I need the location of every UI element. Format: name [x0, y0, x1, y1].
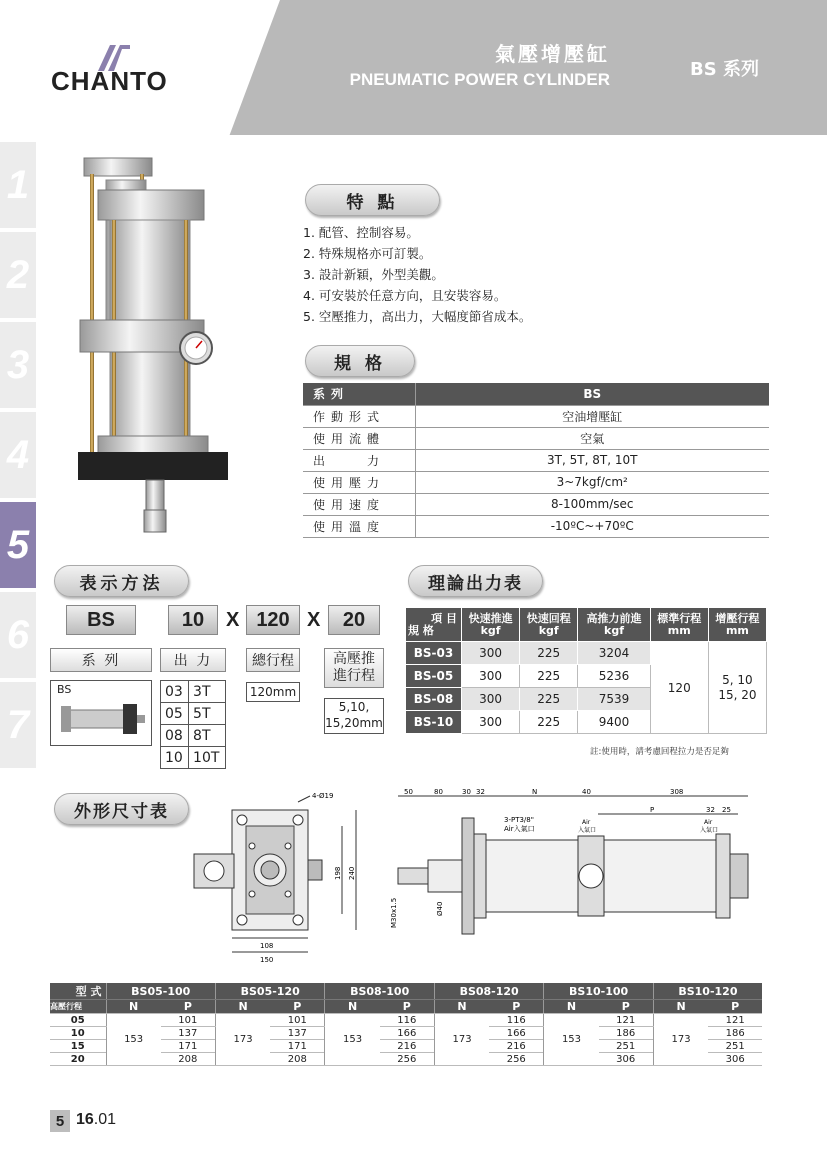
- force-table-heading: 理論出力表: [408, 565, 543, 597]
- p-value: 306: [599, 1053, 654, 1066]
- air-label-b2: 入氣口: [700, 827, 719, 834]
- force-table: [405, 607, 767, 734]
- p-header: P: [489, 1000, 544, 1014]
- air-label-a2: 入氣口: [578, 827, 597, 834]
- p-value: 101: [270, 1014, 325, 1027]
- model-header: BS05-100: [106, 983, 215, 1000]
- feature-item: 3. 設計新穎，外型美觀。: [303, 267, 444, 282]
- p-header: P: [599, 1000, 654, 1014]
- label-high-stroke: 高壓推 進行程: [324, 648, 384, 688]
- dim-25: 25: [722, 806, 731, 814]
- force-value: 3T: [189, 681, 226, 703]
- model-header: BS10-120: [653, 983, 762, 1000]
- p-value: 101: [161, 1014, 216, 1027]
- stroke-row-label: 15: [50, 1040, 106, 1053]
- p-value: 121: [708, 1014, 762, 1027]
- company-logo-text: CHANTO: [51, 66, 168, 96]
- model-cell: BS-08: [406, 688, 462, 711]
- spec-key: 使用壓力: [303, 471, 415, 493]
- p-value: 208: [270, 1053, 325, 1066]
- spec-key: 使用溫度: [303, 515, 415, 537]
- code-stroke: 120: [246, 605, 300, 635]
- air-label-b: Air: [704, 819, 713, 826]
- p-header: P: [161, 1000, 216, 1014]
- feature-item: 4. 可安裝於任意方向，且安裝容易。: [303, 288, 507, 303]
- col-fast-return: 快速回程 kgf: [520, 608, 578, 642]
- spec-table: [303, 383, 769, 538]
- model-cell: BS-03: [406, 642, 462, 665]
- n-value: 173: [434, 1014, 489, 1066]
- code-series: BS: [66, 605, 136, 635]
- spec-key: 出 力: [303, 449, 415, 471]
- spec-heading: 規 格: [305, 345, 415, 377]
- page-title-en: PNEUMATIC POWER CYLINDER: [349, 70, 610, 89]
- spec-key: 作動形式: [303, 405, 415, 427]
- label-force: 出 力: [160, 648, 226, 672]
- dim-80: 80: [434, 788, 443, 796]
- chapter-tab-3[interactable]: 3: [0, 322, 36, 410]
- force-code: 05: [161, 703, 189, 725]
- col-std-stroke: 標準行程 mm: [650, 608, 708, 642]
- page-number: 16.01: [76, 1111, 117, 1128]
- stroke-row-label: 20: [50, 1053, 106, 1066]
- stroke-option: 120mm: [246, 682, 300, 702]
- value-cell: 300: [462, 665, 520, 688]
- value-cell: 300: [462, 642, 520, 665]
- corner-top: 項 目: [431, 611, 457, 625]
- n-header: N: [215, 1000, 270, 1014]
- spec-value: -10ºC~+70ºC: [415, 515, 769, 537]
- p-value: 121: [599, 1014, 654, 1027]
- p-value: 216: [489, 1040, 544, 1053]
- air-in-label: Air入氣口: [504, 825, 535, 833]
- model-header: BS08-100: [325, 983, 434, 1000]
- force-code: 03: [161, 681, 189, 703]
- n-value: 153: [544, 1014, 599, 1066]
- p-value: 116: [489, 1014, 544, 1027]
- series-option: BS: [57, 683, 72, 696]
- chapter-tab-2[interactable]: 2: [0, 232, 36, 320]
- dim-30: 30: [462, 788, 471, 796]
- x-separator: X: [226, 609, 240, 631]
- value-cell: 300: [462, 711, 520, 734]
- col-fast-push: 快速推進 kgf: [462, 608, 520, 642]
- std-stroke-cell: 120: [650, 642, 708, 734]
- value-cell: 300: [462, 688, 520, 711]
- code-high-stroke: 20: [328, 605, 380, 635]
- chapter-tab-6[interactable]: 6: [0, 592, 36, 680]
- dimensions-heading: 外形尺寸表: [54, 793, 189, 825]
- corner-cell: [406, 608, 462, 642]
- spec-value: 8-100mm/sec: [415, 493, 769, 515]
- chapter-number: 5: [50, 1110, 70, 1132]
- notation-heading: 表示方法: [54, 565, 189, 597]
- x-separator: X: [307, 609, 321, 631]
- col-boost-stroke: 增壓行程 mm: [708, 608, 766, 642]
- spec-value: 3T, 5T, 8T, 10T: [415, 449, 769, 471]
- value-cell: 225: [520, 688, 578, 711]
- value-cell: 3204: [578, 642, 650, 665]
- value-cell: 5236: [578, 665, 650, 688]
- p-value: 166: [380, 1027, 435, 1040]
- force-code: 10: [161, 747, 189, 769]
- features-heading: 特 點: [305, 184, 440, 216]
- dim-corner-top: 型 式: [50, 983, 106, 1000]
- chapter-tab-5[interactable]: 5: [0, 502, 36, 590]
- p-value: 306: [708, 1053, 762, 1066]
- features-list: [303, 222, 531, 327]
- series-tag: BS 系列: [690, 59, 759, 80]
- n-header: N: [544, 1000, 599, 1014]
- chapter-tab-1[interactable]: 1: [0, 142, 36, 230]
- p-value: 137: [161, 1027, 216, 1040]
- p-value: 171: [270, 1040, 325, 1053]
- product-thumbnail: [57, 696, 145, 742]
- force-code: 08: [161, 725, 189, 747]
- p-value: 186: [708, 1027, 762, 1040]
- feature-item: 5. 空壓推力，高出力，大幅度節省成本。: [303, 309, 532, 324]
- model-cell: BS-10: [406, 711, 462, 734]
- n-value: 153: [325, 1014, 380, 1066]
- dim-32: 32: [476, 788, 485, 796]
- n-value: 173: [215, 1014, 270, 1066]
- stroke-row-label: 10: [50, 1027, 106, 1040]
- spec-head-value: BS: [415, 383, 769, 405]
- p-value: 166: [489, 1027, 544, 1040]
- p-header: P: [708, 1000, 762, 1014]
- air-label-a: Air: [582, 819, 591, 826]
- port-label: 3-PT3/8": [504, 816, 534, 824]
- p-value: 137: [270, 1027, 325, 1040]
- spec-key: 使用速度: [303, 493, 415, 515]
- label-series: 系 列: [50, 648, 152, 672]
- spec-value: 空氣: [415, 427, 769, 449]
- chapter-tab-7[interactable]: 7: [0, 682, 36, 770]
- dim-108: 108: [260, 942, 274, 950]
- feature-item: 1. 配管、控制容易。: [303, 225, 419, 240]
- dim-corner-bottom: 高壓行程: [50, 1000, 106, 1014]
- value-cell: 7539: [578, 688, 650, 711]
- n-header: N: [653, 1000, 708, 1014]
- n-value: 173: [653, 1014, 708, 1066]
- col-high-thrust: 高推力前進 kgf: [578, 608, 650, 642]
- p-value: 251: [599, 1040, 654, 1053]
- n-value: 153: [106, 1014, 161, 1066]
- value-cell: 225: [520, 642, 578, 665]
- n-header: N: [434, 1000, 489, 1014]
- feature-item: 2. 特殊規格亦可訂製。: [303, 246, 432, 261]
- value-cell: 225: [520, 665, 578, 688]
- p-header: P: [380, 1000, 435, 1014]
- boost-stroke-cell: 5, 10 15, 20: [708, 642, 766, 734]
- p-value: 216: [380, 1040, 435, 1053]
- value-cell: 225: [520, 711, 578, 734]
- spec-value: 空油增壓缸: [415, 405, 769, 427]
- spec-value: 3~7kgf/cm²: [415, 471, 769, 493]
- model-cell: BS-05: [406, 665, 462, 688]
- side-view-drawing: [378, 788, 768, 968]
- p-value: 251: [708, 1040, 762, 1053]
- dim-32b: 32: [706, 806, 715, 814]
- spec-head-key: 系列: [303, 383, 415, 405]
- dim-holes: 4-Ø19: [312, 792, 334, 800]
- dim-p: P: [650, 806, 655, 814]
- dim-40: 40: [582, 788, 591, 796]
- spec-key: 使用流體: [303, 427, 415, 449]
- force-options-table: [160, 680, 226, 769]
- corner-bottom: 規 格: [408, 623, 434, 637]
- high-stroke-option: 5,10, 15,20mm: [324, 698, 384, 734]
- front-view-drawing: [190, 788, 380, 968]
- force-value: 10T: [189, 747, 226, 769]
- dia-label: Ø40: [436, 901, 444, 916]
- n-header: N: [106, 1000, 161, 1014]
- p-value: 186: [599, 1027, 654, 1040]
- series-option-box: [50, 680, 152, 746]
- p-value: 171: [161, 1040, 216, 1053]
- page-title-zh: 氣壓增壓缸: [495, 42, 610, 66]
- dim-n: N: [532, 788, 538, 796]
- dim-240: 240: [348, 866, 356, 880]
- product-photo: [76, 150, 236, 540]
- dim-308: 308: [670, 788, 684, 796]
- model-header: BS05-120: [215, 983, 324, 1000]
- dim-50: 50: [404, 788, 413, 796]
- p-value: 256: [380, 1053, 435, 1066]
- label-total-stroke: 總行程: [246, 648, 300, 672]
- model-header: BS10-100: [544, 983, 653, 1000]
- n-header: N: [325, 1000, 380, 1014]
- dim-150: 150: [260, 956, 274, 964]
- dimension-table: [50, 983, 762, 1066]
- p-value: 208: [161, 1053, 216, 1066]
- force-table-note: 註:使用時，請考慮回程拉力是否足夠: [590, 747, 729, 757]
- dim-198: 198: [334, 866, 342, 880]
- thread-label: M30x1.5: [390, 897, 398, 928]
- value-cell: 9400: [578, 711, 650, 734]
- p-value: 256: [489, 1053, 544, 1066]
- code-force: 10: [168, 605, 218, 635]
- model-header: BS08-120: [434, 983, 543, 1000]
- p-header: P: [270, 1000, 325, 1014]
- p-value: 116: [380, 1014, 435, 1027]
- force-value: 8T: [189, 725, 226, 747]
- stroke-row-label: 05: [50, 1014, 106, 1027]
- force-value: 5T: [189, 703, 226, 725]
- chapter-tab-4[interactable]: 4: [0, 412, 36, 500]
